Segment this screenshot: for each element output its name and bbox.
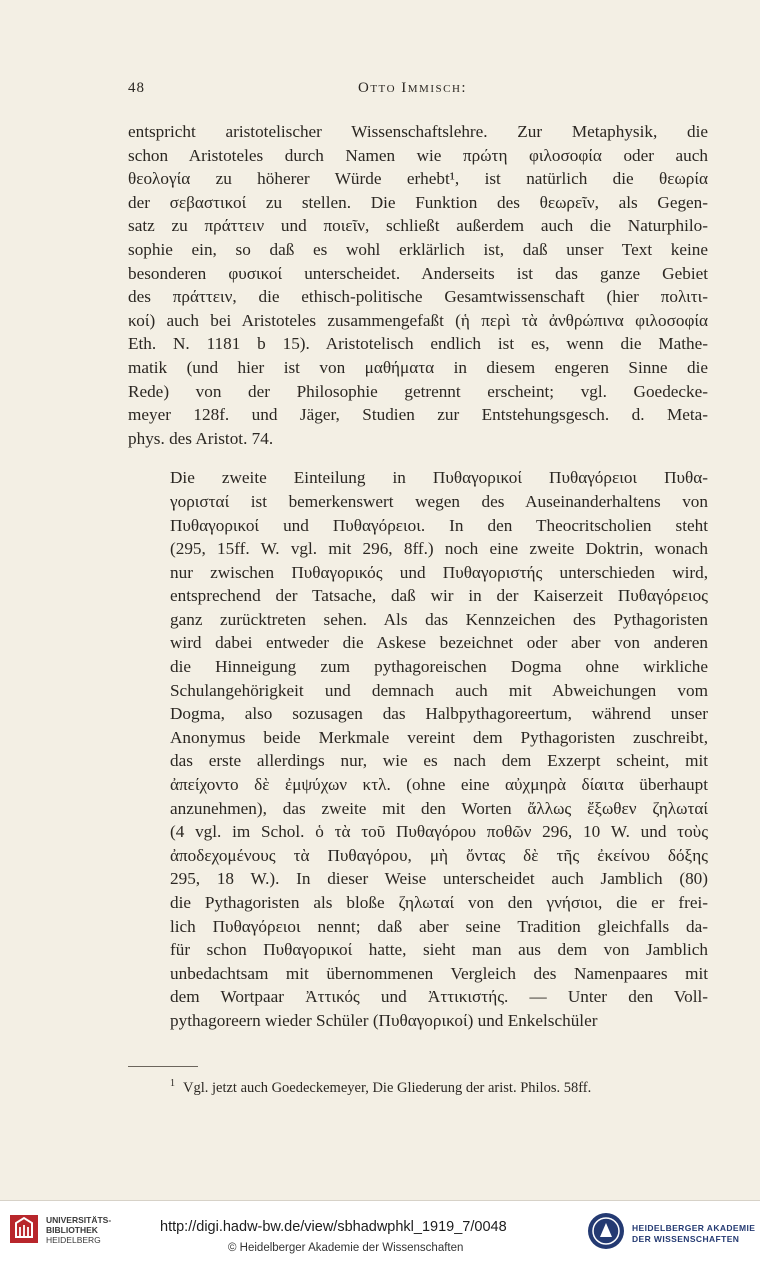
text-line: wird dabei entweder die Askese bezeichnet oder aber von anderen xyxy=(170,633,708,653)
text-line: anzunehmen), das zweite mit den Worten ἄλλως ἔξωθεν ζηλωταί xyxy=(170,798,708,818)
text-line: nur zwischen Πυθαγορικός und Πυθαγοριστής unterschieden wird, xyxy=(170,562,708,582)
text-line: pythagoreern wieder Schüler (Πυθαγορικοί) und Enkelschüler xyxy=(170,1010,598,1030)
text-line: meyer 128f. und Jäger, Studien zur Entstehungsgesch. d. Meta- xyxy=(128,405,708,425)
text-line: satz zu πράττειν und ποιεῖν, schließt außerdem auch die Naturphilo- xyxy=(128,216,708,236)
paragraph-1 xyxy=(128,120,708,450)
footnote-mark: 1 xyxy=(170,1078,175,1089)
text-line: entsprechend der Tatsache, daß wir in der Kaiserzeit Πυθαγόρειος xyxy=(170,586,708,606)
text-line: ἀπείχοντο δὲ ἐμψύχων κτλ. (ohne eine αὐχμηρὰ δίαιτα überhaupt xyxy=(170,775,708,795)
text-line: die Pythagoristen als bloße ζηλωταί von den γνήσιοι, die er frei- xyxy=(170,893,708,912)
text-line: Eth. N. 1181 b 15). Aristotelisch endlich ist es, wenn die Mathe- xyxy=(128,334,708,354)
text-line: 295, 18 W.). In dieser Weise unterscheidet auch Jamblich (80) xyxy=(170,869,708,889)
text-line: (295, 15ff. W. vgl. mit 296, 8ff.) noch eine zweite Doktrin, wonach xyxy=(170,539,708,559)
text-line: matik (und hier ist von μαθήματα in diesem engeren Sinne die xyxy=(128,357,708,377)
footnote xyxy=(170,1074,710,1098)
text-line: die Hinneigung zum pythagoreischen Dogma ohne wirkliche xyxy=(170,657,708,677)
text-line: γορισταί ist bemerkenswert wegen des Auseinanderhaltens von xyxy=(170,491,708,511)
text-line: Dogma, also sozusagen das Halbpythagoreertum, während unser xyxy=(170,704,708,724)
footnote-text: Vgl. jetzt auch Goedeckemeyer, Die Gliederung der arist. Philos. 58ff. xyxy=(183,1079,592,1096)
text-line: ἀποδεχομένους τὰ Πυθαγόρου, μὴ ὄντας δὲ τῆς ἐκείνου δόξης xyxy=(170,845,708,865)
text-line: θεολογία zu höherer Würde erhebt¹, ist natürlich die θεωρία xyxy=(128,169,708,189)
text-line: schon Aristoteles durch Namen wie πρώτη φιλοσοφία oder auch xyxy=(128,145,708,165)
university-library-name: UNIVERSITÄTS- BIBLIOTHEK HEIDELBERG xyxy=(46,1215,112,1245)
text-line: Anonymus beide Merkmale vereint dem Pythagoristen zuschreibt, xyxy=(170,727,708,747)
running-title: Otto Immisch: xyxy=(358,80,468,96)
text-line: des πράττειν, die ethisch-politische Gesamtwissenschaft (hier πολιτι- xyxy=(128,287,708,307)
viewer-footer xyxy=(0,1200,760,1263)
copyright-notice: © Heidelberger Akademie der Wissenschaften xyxy=(228,1242,464,1254)
university-library-logo-icon[interactable] xyxy=(8,1213,40,1245)
academy-name: HEIDELBERGER AKADEMIE DER WISSENSCHAFTEN xyxy=(632,1223,756,1244)
text-line: besonderen φυσικοί unterscheidet. Anderseits ist das ganze Gebiet xyxy=(128,263,708,283)
footnote-divider xyxy=(128,1066,198,1067)
text-line: entspricht aristotelischer Wissenschaftslehre. Zur Metaphysik, die xyxy=(128,122,708,141)
main-text xyxy=(128,120,708,1033)
permalink-url[interactable]: http://digi.hadw-bw.de/view/sbhadwphkl_1919_7/0048 xyxy=(160,1219,507,1235)
text-line: sophie ein, so daß es wohl erklärlich ist, daß unser Text keine xyxy=(128,239,708,259)
text-line: Schulangehörigkeit und demnach auch mit Abweichungen vom xyxy=(170,680,708,700)
academy-seal-icon[interactable] xyxy=(586,1211,626,1251)
running-head xyxy=(128,80,708,102)
text-line: phys. des Aristot. 74. xyxy=(128,428,274,448)
text-line: Πυθαγορικοί und Πυθαγόρειοι. In den Theocritscholien steht xyxy=(170,515,708,535)
text-line: unbedachtsam mit übernommenen Vergleich des Namenpaares mit xyxy=(170,963,708,983)
text-line: der σεβαστικοί zu stellen. Die Funktion des θεωρεῖν, als Gegen- xyxy=(128,192,708,212)
page-number: 48 xyxy=(128,80,145,96)
text-line: dem Wortpaar Ἀττικός und Ἀττικιστής. — Unter den Voll- xyxy=(170,987,708,1007)
text-line: das erste allerdings nur, wie es nach dem Exzerpt scheint, mit xyxy=(170,751,708,771)
text-line: κοί) auch bei Aristoteles zusammengefaßt (ἡ περὶ τὰ ἀνθρώπινα φιλοσοφία xyxy=(128,310,708,330)
text-line: (4 vgl. im Schol. ὁ τὰ τοῦ Πυθαγόρου ποθῶν 296, 10 W. und τοὺς xyxy=(170,822,708,842)
text-line: lich Πυθαγόρειοι nennt; daß aber seine Tradition gleichfalls da- xyxy=(170,916,708,936)
paragraph-2 xyxy=(128,466,708,1032)
text-line: Die zweite Einteilung in Πυθαγορικοί Πυθαγόρειοι Πυθα- xyxy=(170,468,708,488)
text-line: ganz zurücktreten sehen. Als das Kennzeichen des Pythagoristen xyxy=(170,609,708,629)
text-line: für schon Πυθαγορικοί hatte, sieht man aus dem von Jamblich xyxy=(170,940,708,960)
text-line: Rede) von der Philosophie getrennt erscheint; vgl. Goedecke- xyxy=(128,381,708,401)
